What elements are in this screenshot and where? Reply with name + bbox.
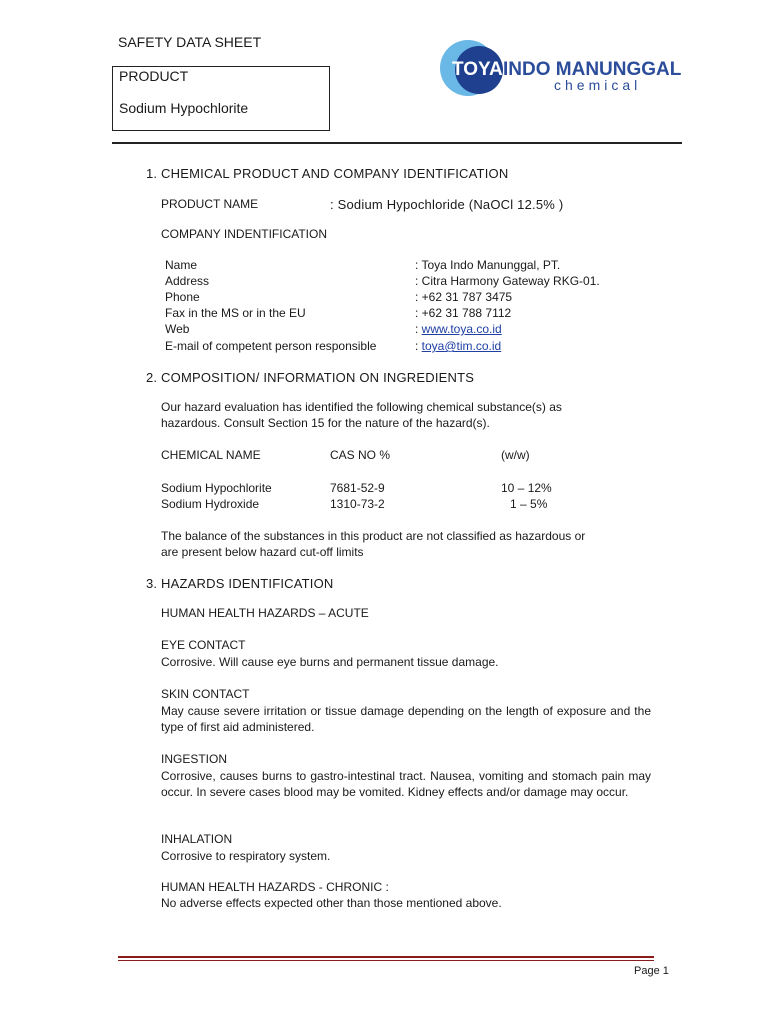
- ingredient-2-ww: 1 – 5%: [510, 497, 548, 511]
- company-email-value: [415, 339, 501, 353]
- company-identification-heading: COMPANY INDENTIFICATION: [161, 227, 328, 241]
- web-link[interactable]: www.toya.co.id: [421, 322, 502, 336]
- footer-rule-thin: [118, 960, 654, 961]
- product-name-label: PRODUCT NAME: [161, 197, 259, 211]
- company-web-label: Web: [165, 322, 190, 336]
- page-number: Page 1: [634, 965, 669, 977]
- header-rule: [112, 142, 682, 144]
- ingredient-2-cas: 1310-73-2: [330, 497, 385, 511]
- ingredient-1-ww: 10 – 12%: [501, 481, 552, 495]
- balance-line-2: are present below hazard cut-off limits: [161, 545, 364, 559]
- inhalation-text: Corrosive to respiratory system.: [161, 849, 331, 863]
- company-address-value: : Citra Harmony Gateway RKG-01.: [415, 274, 600, 288]
- section-2-heading: 2. COMPOSITION/ INFORMATION ON INGREDIENTS: [146, 370, 475, 385]
- email-link[interactable]: toya@tim.co.id: [421, 339, 502, 353]
- product-name-value: : Sodium Hypochloride (NaOCl 12.5% ): [330, 197, 564, 212]
- section-1-heading: 1. CHEMICAL PRODUCT AND COMPANY IDENTIFICATION: [146, 166, 509, 181]
- eye-contact-heading: EYE CONTACT: [161, 638, 246, 652]
- company-logo: [432, 38, 682, 98]
- chronic-hazards-text: No adverse effects expected other than those mentioned above.: [161, 896, 502, 910]
- company-phone-value: : +62 31 787 3475: [415, 290, 513, 304]
- web-prefix: :: [415, 322, 422, 336]
- chronic-hazards-heading: HUMAN HEALTH HAZARDS - CHRONIC :: [161, 880, 389, 894]
- col-chemical-name: CHEMICAL NAME: [161, 448, 261, 462]
- email-prefix: :: [415, 339, 422, 353]
- composition-intro-line-1: Our hazard evaluation has identified the following chemical substance(s) as: [161, 400, 562, 414]
- company-web-value: [415, 322, 502, 336]
- product-box: [112, 66, 330, 131]
- acute-hazards-heading: HUMAN HEALTH HAZARDS – ACUTE: [161, 606, 369, 620]
- company-phone-label: Phone: [165, 290, 200, 304]
- company-email-label: E-mail of competent person responsible: [165, 339, 377, 353]
- product-value: Sodium Hypochlorite: [119, 100, 249, 116]
- company-name-value: : Toya Indo Manunggal, PT.: [415, 258, 561, 272]
- ingredient-1-name: Sodium Hypochlorite: [161, 481, 272, 495]
- composition-intro-line-2: hazardous. Consult Section 15 for the nature of the hazard(s).: [161, 416, 490, 430]
- product-label: PRODUCT: [119, 68, 189, 84]
- logo-word-chemical: chemical: [554, 77, 642, 93]
- company-fax-label: Fax in the MS or in the EU: [165, 306, 306, 320]
- ingestion-heading: INGESTION: [161, 752, 228, 766]
- logo-word-indo-manunggal: INDO MANUNGGAL: [503, 59, 682, 80]
- company-fax-value: : +62 31 788 7112: [415, 306, 512, 320]
- skin-contact-text: May cause severe irritation or tissue damage depending on the length of exposure and the type of first aid administered.: [161, 704, 651, 735]
- ingestion-text: Corrosive, causes burns to gastro-intestinal tract. Nausea, vomiting and stomach pain may occur. In severe cases blood may be vomited. Kidney effects and/or damage may occur.: [161, 769, 651, 800]
- ingredient-1-cas: 7681-52-9: [330, 481, 385, 495]
- company-address-label: Address: [165, 274, 210, 288]
- inhalation-heading: INHALATION: [161, 832, 233, 846]
- balance-line-1: The balance of the substances in this product are not classified as hazardous or: [161, 529, 586, 543]
- section-3-heading: 3. HAZARDS IDENTIFICATION: [146, 576, 334, 591]
- sheet-title: SAFETY DATA SHEET: [118, 34, 262, 50]
- footer-rule: [118, 956, 654, 958]
- col-cas-no: CAS NO %: [330, 448, 391, 462]
- eye-contact-text: Corrosive. Will cause eye burns and permanent tissue damage.: [161, 655, 499, 669]
- logo-word-toya: TOYA: [452, 59, 503, 80]
- company-name-label: Name: [165, 258, 198, 272]
- ingredient-2-name: Sodium Hydroxide: [161, 497, 260, 511]
- skin-contact-heading: SKIN CONTACT: [161, 687, 250, 701]
- col-ww: (w/w): [501, 448, 530, 462]
